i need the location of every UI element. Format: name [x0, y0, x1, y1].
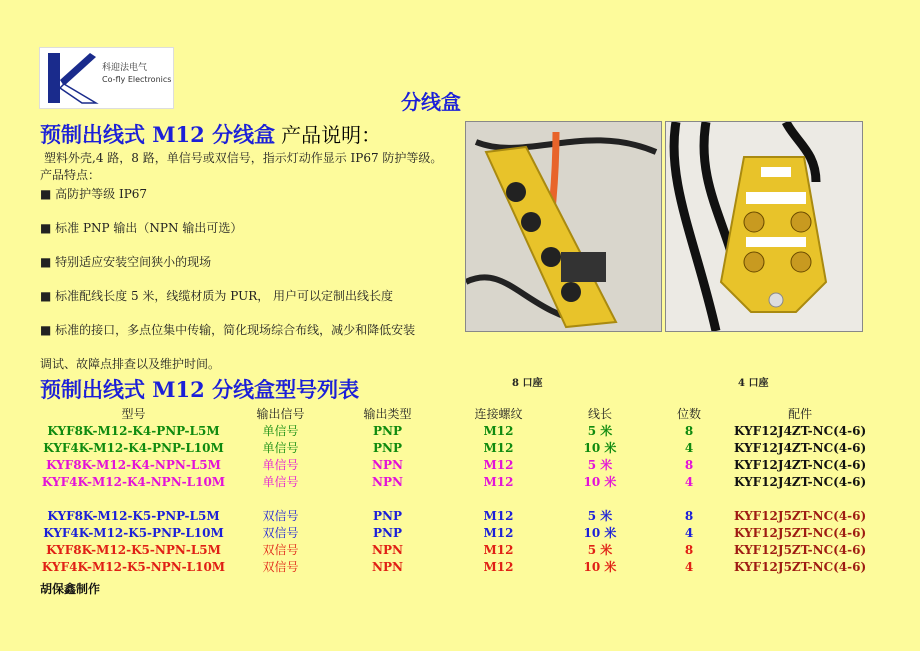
table-cell: 5 米	[587, 543, 613, 557]
table-cell: KYF4K-M12-K5-PNP-L10M	[43, 525, 224, 540]
feature-item: ■ 标准 PNP 输出（NPN 输出可选）	[40, 221, 243, 235]
feature-item: ■ 标准配线长度 5 米，线缆材质为 PUR， 用户可以定制出线长度	[40, 289, 394, 303]
table-cell: M12	[483, 440, 514, 455]
table-cell: 4	[684, 440, 694, 455]
company-logo	[39, 47, 174, 109]
table-cell: M12	[483, 559, 514, 574]
table-cell: NPN	[372, 457, 403, 472]
table-row	[40, 422, 866, 439]
table-cell: KYF8K-M12-K5-PNP-L5M	[47, 508, 220, 523]
table-row	[40, 524, 866, 541]
table-cell: 单信号	[262, 441, 299, 455]
table-cell: 4	[684, 474, 694, 489]
table-cell: KYF12J5ZT-NC(4-6)	[734, 508, 867, 523]
table-cell: KYF8K-M12-K5-NPN-L5M	[46, 542, 221, 557]
table-cell: KYF8K-M12-K4-NPN-L5M	[46, 457, 221, 472]
table-cell: 8	[684, 423, 694, 438]
table-cell: 8	[684, 457, 694, 472]
table-cell: M12	[483, 508, 514, 523]
section-title-text: 预制出线式 M12 分线盒	[40, 122, 276, 147]
table-cell: 双信号	[262, 543, 299, 557]
table-cell: 5 米	[587, 424, 613, 438]
table-cell: 8	[684, 508, 694, 523]
table-cell: PNP	[372, 423, 402, 438]
table-cell: 单信号	[262, 424, 299, 438]
table-cell: 5 米	[587, 509, 613, 523]
column-header-positions: 位数	[676, 407, 701, 421]
table-cell: M12	[483, 525, 514, 540]
table-row	[40, 507, 866, 524]
table-cell: 单信号	[262, 475, 299, 489]
table-header-row	[40, 405, 866, 422]
table-row	[40, 558, 866, 575]
table-row	[40, 541, 866, 558]
table-cell: KYF4K-M12-K4-PNP-L10M	[43, 440, 224, 455]
table-cell: KYF12J5ZT-NC(4-6)	[734, 559, 867, 574]
table-cell: 双信号	[262, 526, 299, 540]
table-cell: NPN	[372, 542, 403, 557]
table-cell: KYF12J5ZT-NC(4-6)	[734, 542, 867, 557]
table-cell: KYF4K-M12-K5-NPN-L10M	[41, 559, 226, 574]
table-cell: 双信号	[262, 509, 299, 523]
table-cell: PNP	[372, 525, 402, 540]
table-cell: 10 米	[583, 441, 617, 455]
table-spacer-row	[40, 490, 866, 507]
logo-text-en: Co-fly Electronics	[102, 75, 172, 84]
column-header-model: 型号	[121, 407, 146, 421]
table-cell: 5 米	[587, 458, 613, 472]
features-heading: 产品特点：	[40, 168, 101, 182]
table-cell: 10 米	[583, 526, 617, 540]
model-table	[40, 405, 866, 575]
table-cell: KYF12J4ZT-NC(4-6)	[734, 457, 867, 472]
column-header-signal: 输出信号	[256, 407, 305, 421]
feature-item: ■ 特别适应安装空间狭小的现场	[40, 255, 212, 269]
table-cell: KYF12J5ZT-NC(4-6)	[734, 525, 867, 540]
column-header-length: 线长	[587, 407, 612, 421]
column-header-output-type: 输出类型	[363, 407, 412, 421]
feature-item: ■ 高防护等级 IP67	[40, 187, 148, 201]
table-cell: 双信号	[262, 560, 299, 574]
page-title: 分线盒	[401, 90, 461, 114]
k-logo-icon	[40, 48, 100, 108]
table-cell: M12	[483, 542, 514, 557]
table-cell: NPN	[372, 474, 403, 489]
section-subtitle: 产品说明：	[281, 123, 382, 147]
product-photo-4-port	[665, 121, 863, 332]
table-row	[40, 456, 866, 473]
table-cell: KYF12J4ZT-NC(4-6)	[734, 474, 867, 489]
caption-8-port: 8 口座	[512, 378, 543, 389]
table-cell: 10 米	[583, 475, 617, 489]
feature-item-continued: 调试、故障点排查以及维护时间。	[40, 357, 221, 371]
table-cell: M12	[483, 474, 514, 489]
table-cell: KYF12J4ZT-NC(4-6)	[734, 423, 867, 438]
table-cell: KYF12J4ZT-NC(4-6)	[734, 440, 867, 455]
section-title-product	[40, 119, 381, 149]
table-cell: 4	[684, 525, 694, 540]
table-cell: NPN	[372, 559, 403, 574]
table-cell: 4	[684, 559, 694, 574]
section-title-models: 预制出线式 M12 分线盒型号列表	[40, 377, 360, 402]
table-cell: PNP	[372, 440, 402, 455]
caption-4-port: 4 口座	[738, 378, 769, 389]
product-photo-8-port	[465, 121, 662, 332]
column-header-accessory: 配件	[788, 407, 813, 421]
table-cell: M12	[483, 423, 514, 438]
table-cell: 单信号	[262, 458, 299, 472]
table-cell: KYF8K-M12-K4-PNP-L5M	[47, 423, 220, 438]
column-header-thread: 连接螺纹	[474, 407, 523, 421]
product-description: 塑料外壳,4 路，8 路，单信号或双信号，指示灯动作显示 IP67 防护等级。	[44, 151, 443, 165]
logo-text-cn: 科迎法电气	[102, 63, 148, 73]
table-cell: M12	[483, 457, 514, 472]
table-cell: PNP	[372, 508, 402, 523]
table-cell: 10 米	[583, 560, 617, 574]
table-row	[40, 439, 866, 456]
table-cell: KYF4K-M12-K4-NPN-L10M	[41, 474, 226, 489]
feature-item: ■ 标准的接口，多点位集中传输，简化现场综合布线，减少和降低安装	[40, 323, 416, 337]
table-cell: 8	[684, 542, 694, 557]
table-row	[40, 473, 866, 490]
author-credit: 胡保鑫制作	[40, 582, 101, 596]
